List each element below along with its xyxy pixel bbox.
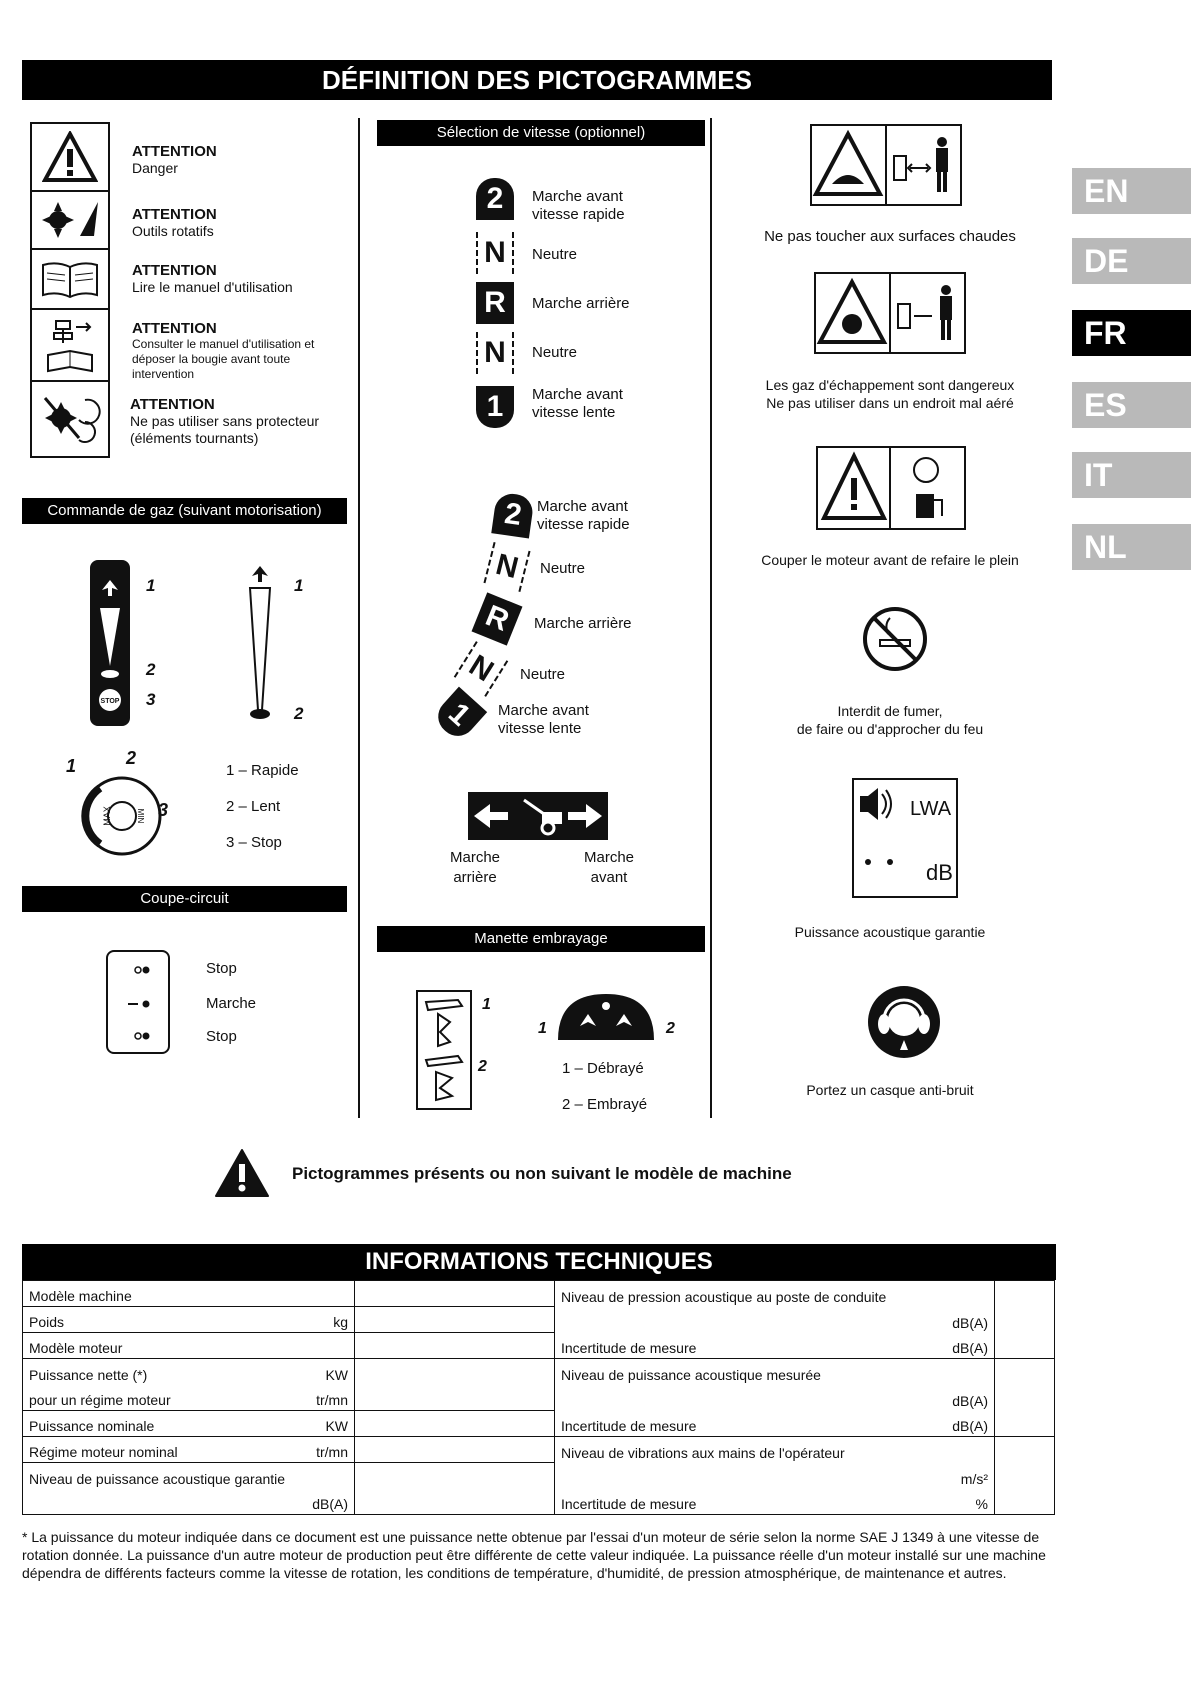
tech-row: [23, 1463, 1055, 1489]
page-title: DÉFINITION DES PICTOGRAMMES: [22, 60, 1052, 100]
notice-text: Pictogrammes présents ou non suivant le modèle de machine: [292, 1164, 792, 1183]
tech-right-cell: m/s²: [555, 1463, 995, 1489]
tech-left-value[interactable]: [355, 1359, 555, 1411]
lang-tab-it[interactable]: IT: [1072, 452, 1191, 498]
warning-3-title: ATTENTION: [132, 262, 217, 279]
tech-row: [23, 1307, 1055, 1333]
rotating-blade-icon: [32, 192, 108, 250]
ear-protection-icon: [866, 984, 942, 1060]
warning-2-text: Outils rotatifs: [132, 223, 214, 239]
no-smoking-caption: Interdit de fumer, de faire ou d'approcher du feu: [796, 703, 984, 737]
speed-curved-label-4: Neutre: [520, 666, 566, 683]
column-divider-right: [710, 118, 712, 1118]
throttle-stop-label: STOP: [100, 698, 120, 705]
tech-left-cell: pour un régime moteur tr/mn: [23, 1385, 355, 1411]
throttle-section-header: Commande de gaz (suivant motorisation): [22, 498, 347, 524]
tech-left-cell: Puissance nominale KW: [23, 1411, 355, 1437]
throttle-dial-max: MAX: [102, 806, 112, 826]
dial-num-3: 3: [158, 800, 169, 820]
clutch-section-header: Manette embrayage: [377, 926, 705, 952]
clutch-num-2a: 2: [478, 1058, 487, 1075]
manual-book-icon: [32, 250, 108, 310]
throttle-num-3a: 3: [146, 690, 156, 709]
tech-row: [23, 1411, 1055, 1437]
lwa-unit: dB: [926, 860, 953, 885]
lang-tab-fr[interactable]: FR: [1072, 310, 1191, 356]
tech-left-cell: Régime moteur nominal tr/mn: [23, 1437, 355, 1463]
clutch-dial-icon: [554, 990, 658, 1042]
throttle-lever-stop: [90, 560, 130, 726]
gear-1-badge: 1: [476, 386, 514, 428]
speed-straight-label-1: Marche avant vitesse rapide: [532, 188, 625, 223]
tech-title: INFORMATIONS TECHNIQUES: [22, 1244, 1056, 1280]
clutch-lever-icon: [416, 990, 472, 1110]
tech-left-value[interactable]: [355, 1411, 555, 1437]
direction-mower-icon: [468, 792, 608, 840]
speed-curved-label-1: Marche avant vitesse rapide: [537, 498, 630, 533]
curved-gear-n-badge: N: [483, 542, 530, 592]
spark-plug-manual-icon: [32, 310, 108, 382]
speed-curved-label-2: Neutre: [540, 560, 586, 577]
curved-gear-n-badge-2: N: [454, 641, 508, 697]
speed-section-header: Sélection de vitesse (optionnel): [377, 120, 705, 146]
tech-left-cell: Puissance nette (*) KW: [23, 1359, 355, 1385]
speed-straight-label-3: Marche arrière: [532, 295, 630, 312]
gear-2-badge: 2: [476, 178, 514, 220]
tech-right-value[interactable]: [995, 1437, 1055, 1515]
exhaust-caption: Les gaz d'échappement sont dangereux Ne pas utiliser dans un endroit mal aéré: [765, 377, 1015, 411]
lwa-label: LWA: [910, 798, 952, 820]
tech-left-cell: Niveau de puissance acoustique garantie: [23, 1463, 355, 1489]
throttle-num-1b: 1: [294, 576, 304, 595]
cutoff-switch-icon: [106, 950, 170, 1054]
notice-warning-icon: [214, 1148, 270, 1198]
tech-row: [23, 1333, 1055, 1359]
curved-gear-1-badge: 1: [431, 687, 487, 744]
speed-straight-label-2: Neutre: [532, 246, 578, 263]
tech-left-cell: Poids kg: [23, 1307, 355, 1333]
lang-tab-de[interactable]: DE: [1072, 238, 1191, 284]
warning-2: [132, 206, 217, 240]
footnote: * La puissance du moteur indiquée dans ce document est une puissance nette obtenue par l'essai d'un moteur de série selon la norme SAE J 1349 à une vitesse de rotation donnée. La puissance d'un autre moteur de production peut être différente de cette valeur indiquée. La puissance réelle d'un moteur installé sur une machine dépendra de différents facteurs comme la vitesse de rotation, les conditions de température, d'humidité, de pression atmosphérique, de maintenance et autres.: [22, 1529, 1046, 1581]
warning-3-text: Lire le manuel d'utilisation: [132, 279, 293, 295]
throttle-num-2a: 2: [146, 660, 156, 679]
warning-4-title: ATTENTION: [132, 320, 217, 337]
column-divider-left: [358, 118, 360, 1118]
lang-tab-nl[interactable]: NL: [1072, 524, 1191, 570]
clutch-num-2b: 2: [666, 1020, 675, 1037]
throttle-lever-simple: [240, 560, 280, 724]
tech-left-value[interactable]: [355, 1281, 555, 1307]
danger-icon: [32, 124, 108, 192]
refuel-caption: Couper le moteur avant de refaire le plein: [761, 552, 1019, 568]
warning-pictogram-stack: [30, 122, 110, 458]
tech-left-value[interactable]: [355, 1333, 555, 1359]
tech-right-cell: dB(A): [555, 1385, 995, 1411]
warning-1-title: ATTENTION: [132, 143, 217, 160]
sound-power-caption: Puissance acoustique garantie: [794, 924, 986, 940]
throttle-dial: [80, 774, 164, 858]
tech-right-value[interactable]: [995, 1281, 1055, 1359]
tech-row: [23, 1281, 1055, 1307]
cutoff-item-1: Stop: [206, 960, 237, 977]
no-guard-icon: [32, 382, 108, 454]
speed-straight-label-5: Marche avant vitesse lente: [532, 386, 623, 421]
lang-tab-es[interactable]: ES: [1072, 382, 1191, 428]
lang-tab-en[interactable]: EN: [1072, 168, 1191, 214]
speed-curved-label-5: Marche avant vitesse lente: [498, 702, 589, 737]
tech-row: [23, 1359, 1055, 1385]
warning-5-title: ATTENTION: [130, 396, 215, 413]
tech-left-cell: Modèle machine: [23, 1281, 355, 1307]
ear-protection-caption: Portez un casque anti-bruit: [806, 1082, 974, 1098]
clutch-num-1a: 1: [482, 996, 491, 1013]
refuel-sign: [816, 446, 966, 530]
tech-right-cell: Incertitude de mesure dB(A): [555, 1333, 995, 1359]
tech-left-cell: dB(A): [23, 1489, 355, 1515]
throttle-legend-3: 3 – Stop: [226, 834, 282, 851]
throttle-legend-1: 1 – Rapide: [226, 762, 299, 779]
tech-right-value[interactable]: [995, 1359, 1055, 1437]
no-smoking-icon: [860, 604, 930, 674]
warning-5: [130, 396, 355, 447]
tech-right-cell: dB(A): [555, 1307, 995, 1333]
tech-left-value[interactable]: [355, 1307, 555, 1333]
warning-4-text: Consulter le manuel d'utilisation et déposer la bougie avant toute intervention: [132, 337, 315, 381]
tech-row: [23, 1437, 1055, 1463]
cutoff-section-header: Coupe-circuit: [22, 886, 347, 912]
hot-surface-caption: Ne pas toucher aux surfaces chaudes: [764, 228, 1016, 245]
tech-left-cell: Modèle moteur: [23, 1333, 355, 1359]
warning-1-text: Danger: [132, 160, 178, 176]
speed-curved-label-3: Marche arrière: [534, 615, 632, 632]
throttle-legend-2: 2 – Lent: [226, 798, 281, 815]
cutoff-item-3: Stop: [206, 1028, 237, 1045]
warning-3: [132, 262, 293, 296]
gear-r-badge: R: [476, 282, 514, 324]
direction-right-label: Marche avant: [583, 849, 635, 886]
hot-surface-sign: [810, 124, 962, 206]
curved-gear-r-badge: R: [472, 592, 523, 645]
tech-right-cell: Niveau de pression acoustique au poste de conduite: [555, 1281, 995, 1307]
throttle-num-1a: 1: [146, 576, 156, 595]
tech-right-cell: Incertitude de mesure %: [555, 1489, 995, 1515]
tech-right-cell: Incertitude de mesure dB(A): [555, 1411, 995, 1437]
throttle-dial-min: MIN: [136, 808, 145, 824]
speed-straight-label-4: Neutre: [532, 344, 578, 361]
sound-power-sign: [852, 778, 958, 898]
warning-2-title: ATTENTION: [132, 206, 217, 223]
cutoff-item-2: Marche: [206, 995, 257, 1012]
throttle-num-2b: 2: [294, 704, 304, 723]
gear-n-badge-2: N: [476, 332, 514, 374]
dial-num-2: 2: [126, 748, 137, 768]
direction-left-label: Marche arrière: [449, 849, 501, 886]
gear-n-badge: N: [476, 232, 514, 274]
tech-right-cell: Niveau de vibrations aux mains de l'opérateur: [555, 1437, 995, 1463]
tech-right-cell: Niveau de puissance acoustique mesurée: [555, 1359, 995, 1385]
curved-gear-2-badge: 2: [491, 492, 534, 539]
clutch-legend-1: 1 – Débrayé: [562, 1060, 644, 1077]
tech-table: [22, 1280, 1055, 1515]
clutch-num-1b: 1: [538, 1020, 547, 1037]
tech-left-value[interactable]: [355, 1463, 555, 1515]
warning-4: [132, 320, 342, 382]
clutch-legend-2: 2 – Embrayé: [562, 1096, 648, 1113]
tech-left-value[interactable]: [355, 1437, 555, 1463]
warning-1: [132, 143, 217, 177]
dial-num-1: 1: [66, 756, 77, 776]
exhaust-gas-sign: [814, 272, 966, 354]
warning-5-text: Ne pas utiliser sans protecteur (éléments tournants): [130, 413, 320, 446]
